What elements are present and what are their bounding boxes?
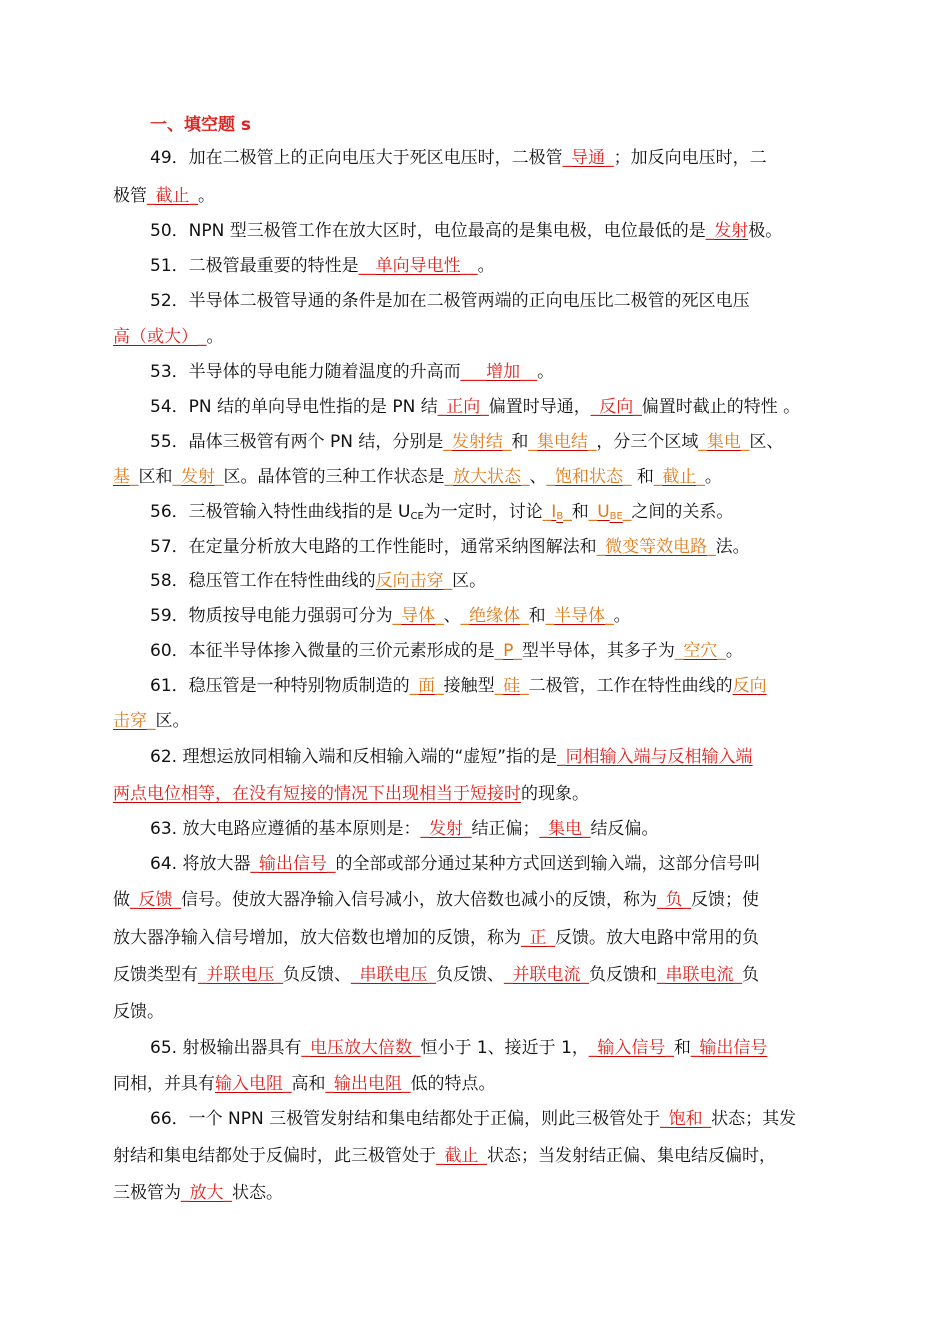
- text-line: [150, 361, 554, 383]
- answer-text: 基_: [113, 467, 139, 487]
- question-text: 负反馈和: [589, 965, 657, 985]
- text-line: [113, 326, 224, 348]
- text-line: [113, 185, 215, 207]
- answer-text: ___增加__: [460, 362, 538, 382]
- answer-text: _饱和_: [660, 1109, 712, 1129]
- question-text: 。: [704, 467, 722, 487]
- answer-text: _输入信号_: [588, 1038, 674, 1058]
- answer-text: _放大_: [181, 1183, 232, 1203]
- question-text: 的全部或部分通过某种方式回送到输入端，这部分信号叫: [335, 854, 761, 874]
- answer-text: _: [622, 502, 632, 522]
- question-text: 极管: [113, 186, 147, 206]
- answer-text: _正向_: [437, 397, 489, 417]
- question-text: 。: [613, 606, 631, 626]
- answer-text: _饱和状态_: [546, 467, 632, 487]
- question-text: 、: [443, 606, 461, 626]
- text-line: [150, 818, 658, 840]
- text-line: [113, 710, 190, 732]
- answer-text: _发射结_: [443, 432, 512, 452]
- question-text: 区。晶体管的三种工作状态是: [223, 467, 445, 487]
- answer-text: _集电_: [698, 432, 750, 452]
- question-text: 反馈。: [113, 1002, 164, 1022]
- answer-text: _正_: [521, 928, 555, 948]
- text-line: [113, 466, 722, 488]
- answer-text: _串联电流_: [657, 965, 742, 985]
- text-line: [150, 570, 486, 592]
- question-text: 二极管，工作在特性曲线的: [528, 676, 733, 696]
- answer-text: _并联电压_: [198, 965, 283, 985]
- question-text: 反馈类型有: [113, 965, 198, 985]
- question-text: 做: [113, 890, 130, 910]
- answer-text: _反向_: [590, 397, 642, 417]
- answer-text: 反向击穿_: [375, 571, 453, 591]
- answer-text: _截止_: [147, 186, 198, 206]
- answer-text: _: [563, 502, 572, 522]
- question-text: 62. 理想运放同相输入端和反相输入端的“虚短”指的是: [150, 747, 558, 767]
- question-text: 法。: [715, 537, 750, 557]
- answer-text: _截止_: [653, 467, 705, 487]
- answer-text: _同相输入端与反相输入端: [557, 747, 753, 767]
- question-text: 。: [206, 327, 224, 347]
- answer-text: _导通_: [562, 148, 614, 168]
- question-text: 52．半导体二极管导通的条件是加在二极管两端的正向电压比二极管的死区电压: [150, 291, 750, 311]
- answer-text: _输出信号: [690, 1038, 768, 1058]
- answer-text: _并联电流_: [504, 965, 589, 985]
- question-text: 的现象。: [521, 784, 589, 804]
- answer-text: 输入电阻_: [215, 1074, 292, 1094]
- question-text: ，分三个区域: [596, 432, 699, 452]
- answer-text: _反馈_: [130, 890, 181, 910]
- question-text: 55．晶体三极管有两个 PN 结，分别是: [150, 432, 444, 452]
- text-line: [150, 431, 783, 453]
- answer-text: _放大状态_: [444, 467, 530, 487]
- text-line: [150, 1037, 767, 1059]
- question-text: 偏置时导通，: [488, 397, 591, 417]
- question-text: 放大器净输入信号增加，放大倍数也增加的反馈，称为: [113, 928, 521, 948]
- question-text: 为一定时，讨论: [423, 502, 543, 522]
- question-text: 63. 放大电路应遵循的基本原则是：: [150, 819, 421, 839]
- answer-text: _半导体_: [545, 606, 614, 626]
- answer-text: _微变等效电路_: [596, 537, 716, 557]
- question-text: 低的特点。: [410, 1074, 496, 1094]
- answer-text: 两点电位相等，在没有短接的情况下出现相当于短接时: [113, 784, 521, 804]
- answer-text: _P_: [494, 641, 522, 661]
- question-text: 信号。使放大器净输入信号减小，放大倍数也减小的反馈，称为: [181, 890, 657, 910]
- answer-text: _集电结_: [528, 432, 597, 452]
- question-text: 64. 将放大器: [150, 854, 251, 874]
- text-line: [150, 746, 753, 768]
- question-text: 型半导体，其多子为: [521, 641, 675, 661]
- question-text: 。: [537, 362, 555, 382]
- question-text: 之间的关系。: [631, 502, 734, 522]
- question-text: 、: [529, 467, 547, 487]
- answer-text: _面_: [409, 676, 444, 696]
- question-text: 反馈；使: [691, 890, 759, 910]
- question-text: 区和: [138, 467, 173, 487]
- question-text: 和: [528, 606, 546, 626]
- text-line: [150, 501, 733, 523]
- question-text: 50．NPN 型三极管工作在放大区时，电位最高的是集电极，电位最低的是: [150, 221, 706, 241]
- text-line: [150, 220, 782, 242]
- question-text: 59．物质按导电能力强弱可分为: [150, 606, 393, 626]
- question-text: 结反偏。: [590, 819, 659, 839]
- question-text: ；加反向电压时，二: [613, 148, 767, 168]
- question-text: 。: [725, 641, 743, 661]
- question-text: 66．一个 NPN 三极管发射结和集电结都处于正偏，则此三极管处于: [150, 1109, 661, 1129]
- text-line: [150, 675, 767, 697]
- question-text: 65. 射极输出器具有: [150, 1038, 302, 1058]
- answer-text: _电压放大倍数_: [301, 1038, 421, 1058]
- answer-text: _U: [588, 502, 610, 522]
- text-line: [113, 889, 759, 911]
- question-text: 51．二极管最重要的特性是: [150, 256, 359, 276]
- answer-text: _输出电阻_: [325, 1074, 411, 1094]
- question-text: 和: [571, 502, 589, 522]
- answer-text: _I: [542, 502, 557, 522]
- question-text: 57．在定量分析放大电路的工作性能时，通常采纳图解法和: [150, 537, 597, 557]
- question-text: 54．PN 结的单向导电性指的是 PN 结: [150, 397, 438, 417]
- text-line: [150, 255, 495, 277]
- question-text: 负反馈、: [283, 965, 351, 985]
- text-line: [150, 536, 750, 558]
- question-text: 区。: [155, 711, 190, 731]
- question-text: 极。: [748, 221, 783, 241]
- text-line: [113, 1182, 283, 1204]
- question-text: 结正偏；: [471, 819, 540, 839]
- section-title: 一、填空题 s: [150, 115, 252, 135]
- question-text: 高和: [291, 1074, 326, 1094]
- question-text: 偏置时截止的特性 。: [641, 397, 801, 417]
- answer-text: _发射_: [172, 467, 224, 487]
- answer-text: _导体_: [392, 606, 444, 626]
- text-line: [113, 783, 589, 805]
- text-line: [113, 1073, 496, 1095]
- question-text: 58．稳压管工作在特性曲线的: [150, 571, 376, 591]
- question-text: 区、: [749, 432, 784, 452]
- question-text: 和: [631, 467, 654, 487]
- question-text: 49．加在二极管上的正向电压大于死区电压时，二极管: [150, 148, 563, 168]
- answer-text: __单向导电性__: [358, 256, 478, 276]
- question-text: 三极管为: [113, 1183, 181, 1203]
- answer-text: _发射: [705, 221, 749, 241]
- question-text: 负: [742, 965, 759, 985]
- text-line: [150, 640, 743, 662]
- text-line: [150, 1108, 796, 1130]
- text-line: [113, 964, 759, 986]
- question-text: 接触型: [443, 676, 495, 696]
- question-text: 53．半导体的导电能力随着温度的升高而: [150, 362, 461, 382]
- question-text: 状态；当发射结正偏、集电结反偏时，: [487, 1146, 776, 1166]
- question-text: 56．三极管输入特性曲线指的是 U: [150, 502, 411, 522]
- text-line: [150, 290, 750, 312]
- answer-text: _绝缘体_: [460, 606, 529, 626]
- text-line: [150, 147, 767, 169]
- answer-text: _硅_: [494, 676, 529, 696]
- answer-text: _集电_: [539, 819, 591, 839]
- answer-text: 高（或大）_: [113, 327, 207, 347]
- text-line: [150, 853, 760, 875]
- answer-text: 反向: [732, 676, 767, 696]
- answer-text: _发射_: [420, 819, 472, 839]
- answer-text: 击穿_: [113, 711, 156, 731]
- question-text: 61．稳压管是一种特别物质制造的: [150, 676, 410, 696]
- question-text: 。: [477, 256, 495, 276]
- answer-text: _负_: [657, 890, 691, 910]
- question-text: 60．本征半导体掺入微量的三价元素形成的是: [150, 641, 495, 661]
- question-text: 和: [511, 432, 529, 452]
- answer-text: _输出信号_: [250, 854, 336, 874]
- question-text: 区。: [452, 571, 487, 591]
- answer-text: _串联电压_: [351, 965, 436, 985]
- answer-text: B: [556, 511, 564, 522]
- question-text: 射结和集电结都处于反偏时，此三极管处于: [113, 1146, 436, 1166]
- question-text: 状态。: [232, 1183, 283, 1203]
- text-line: [113, 1001, 164, 1023]
- answer-text: _截止_: [436, 1146, 487, 1166]
- answer-text: BE: [609, 511, 623, 522]
- text-line: [150, 396, 800, 418]
- question-text: 反馈。放大电路中常用的负: [555, 928, 759, 948]
- question-text: 恒小于 1、接近于 1，: [420, 1038, 589, 1058]
- text-line: [113, 1145, 776, 1167]
- question-text: 同相，并具有: [113, 1074, 215, 1094]
- question-text: 和: [673, 1038, 691, 1058]
- question-text: 。: [198, 186, 215, 206]
- question-text: 状态；其发: [711, 1109, 797, 1129]
- question-text: CE: [410, 511, 424, 522]
- text-line: [150, 605, 631, 627]
- question-text: 负反馈、: [436, 965, 504, 985]
- answer-text: _空穴_: [674, 641, 726, 661]
- text-line: [113, 927, 759, 949]
